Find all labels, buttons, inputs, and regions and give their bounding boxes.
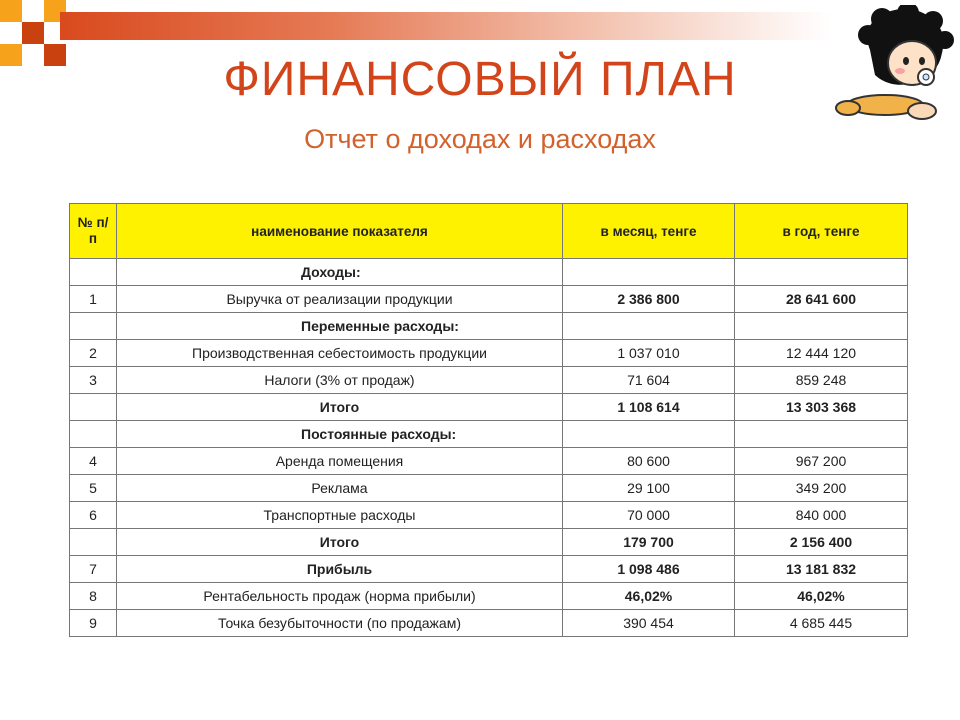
row-year-value-cell: 967 200 [735,448,908,475]
column-header-year: в год, тенге [735,204,908,259]
row-number-cell [70,529,117,556]
row-number-cell [70,394,117,421]
row-number-cell: 1 [70,286,117,313]
row-number-cell [70,313,117,340]
row-name-cell: Аренда помещения [117,448,563,475]
row-year-value-cell: 2 156 400 [735,529,908,556]
row-month-value-cell: 71 604 [563,367,735,394]
row-year-value-cell [735,421,908,448]
table-row [70,394,908,421]
row-name-cell: Транспортные расходы [117,502,563,529]
table-row [70,475,908,502]
row-year-value-cell: 859 248 [735,367,908,394]
column-header-number: № п/п [70,204,117,259]
row-number-cell: 9 [70,610,117,637]
row-name-cell: Доходы: [117,259,563,286]
row-name-cell: Прибыль [117,556,563,583]
row-number-cell: 4 [70,448,117,475]
row-year-value-cell: 349 200 [735,475,908,502]
row-year-value-cell: 28 641 600 [735,286,908,313]
row-month-value-cell: 1 037 010 [563,340,735,367]
column-header-indicator: наименование показателя [117,204,563,259]
row-name-cell: Производственная себестоимость продукции [117,340,563,367]
row-name-cell: Точка безубыточности (по продажам) [117,610,563,637]
row-number-cell [70,421,117,448]
table-row [70,529,908,556]
crawling-baby-icon [830,5,955,125]
row-year-value-cell: 13 181 832 [735,556,908,583]
row-name-cell: Переменные расходы: [117,313,563,340]
table-row [70,583,908,610]
row-number-cell [70,259,117,286]
row-month-value-cell: 29 100 [563,475,735,502]
deco-square [0,0,22,22]
row-year-value-cell [735,259,908,286]
table-row [70,502,908,529]
table-row [70,286,908,313]
row-month-value-cell [563,259,735,286]
row-name-cell: Налоги (3% от продаж) [117,367,563,394]
row-number-cell: 8 [70,583,117,610]
deco-square [22,22,44,44]
row-month-value-cell: 390 454 [563,610,735,637]
row-year-value-cell [735,313,908,340]
title-gradient-bar [60,12,830,40]
table-row [70,421,908,448]
column-header-month: в месяц, тенге [563,204,735,259]
row-number-cell: 3 [70,367,117,394]
financial-plan-table [69,203,908,637]
row-month-value-cell: 1 108 614 [563,394,735,421]
table-row [70,448,908,475]
table-row [70,340,908,367]
page-title: ФИНАНСОВЫЙ ПЛАН [223,53,737,106]
row-name-cell: Постоянные расходы: [117,421,563,448]
page-subtitle: Отчет о доходах и расходах [304,124,656,154]
row-month-value-cell: 70 000 [563,502,735,529]
row-year-value-cell: 12 444 120 [735,340,908,367]
row-name-cell: Выручка от реализации продукции [117,286,563,313]
row-month-value-cell: 80 600 [563,448,735,475]
row-number-cell: 2 [70,340,117,367]
row-month-value-cell: 179 700 [563,529,735,556]
table-row [70,610,908,637]
row-year-value-cell: 840 000 [735,502,908,529]
row-number-cell: 5 [70,475,117,502]
row-month-value-cell [563,421,735,448]
table-row [70,259,908,286]
row-name-cell: Реклама [117,475,563,502]
row-number-cell: 7 [70,556,117,583]
row-month-value-cell: 2 386 800 [563,286,735,313]
row-year-value-cell: 13 303 368 [735,394,908,421]
table-header-row [70,204,908,259]
row-year-value-cell: 4 685 445 [735,610,908,637]
row-number-cell: 6 [70,502,117,529]
table-row [70,367,908,394]
table-row [70,556,908,583]
row-month-value-cell: 46,02% [563,583,735,610]
row-month-value-cell: 1 098 486 [563,556,735,583]
row-name-cell: Рентабельность продаж (норма прибыли) [117,583,563,610]
row-name-cell: Итого [117,394,563,421]
row-name-cell: Итого [117,529,563,556]
row-month-value-cell [563,313,735,340]
table-row [70,313,908,340]
row-year-value-cell: 46,02% [735,583,908,610]
